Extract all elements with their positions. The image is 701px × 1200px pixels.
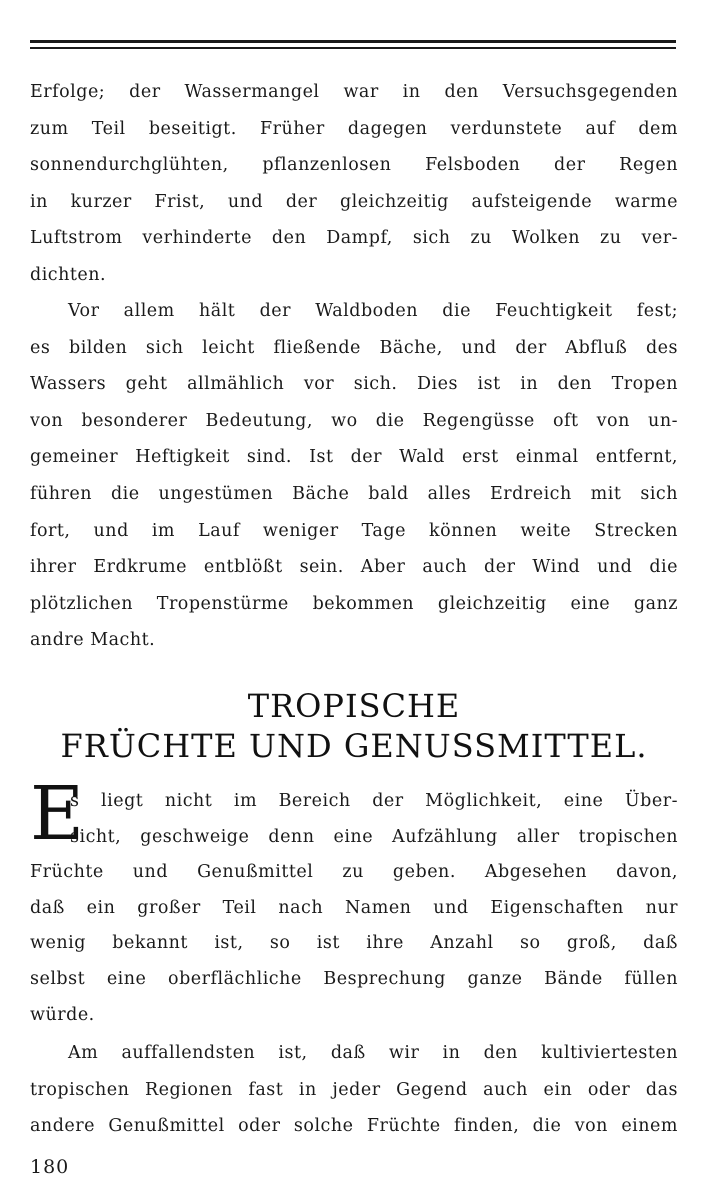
drop-cap: E [30, 771, 85, 857]
text-line: Wassers geht allmählich vor sich. Dies ist in den Tropen [30, 374, 678, 395]
text-line: selbst eine oberflächliche Besprechung ganze Bände füllen [30, 968, 678, 989]
text-line: es bilden sich leicht fließende Bäche, und der Abfluß des [30, 337, 678, 358]
text-line: fort, und im Lauf weniger Tage können weite Strecken [30, 520, 678, 541]
text-line: Am auffallendsten ist, daß wir in den kultiviertesten [68, 1043, 678, 1063]
text-line: Luftstrom verhinderte den Dampf, sich zu Wolken zu ver- [30, 228, 678, 249]
paragraph-2 [30, 293, 678, 659]
text-line: andre Macht. [30, 630, 156, 651]
text-line: in kurzer Frist, und der gleichzeitig aufsteigende warme [30, 191, 678, 212]
text-line: dichten. [30, 264, 107, 285]
text-line: Vor allem hält der Waldboden die Feuchtigkeit fest; [68, 301, 678, 321]
text-line: ihrer Erdkrume entblößt sein. Aber auch der Wind und die [30, 557, 678, 578]
text-line: Früchte und Genußmittel zu geben. Abgesehen davon, [30, 862, 678, 883]
paragraph-4 [30, 1035, 678, 1145]
text-line: Erfolge; der Wassermangel war in den Versuchsgegenden [30, 82, 678, 102]
text-line: s liegt nicht im Bereich der Möglichkeit, eine Über- [70, 791, 678, 811]
text-line: tropischen Regionen fast in jeder Gegend auch ein oder das [30, 1079, 678, 1100]
text-line: wenig bekannt ist, so ist ihre Anzahl so groß, daß [30, 933, 678, 954]
text-line: sicht, geschweige denn eine Aufzählung aller tropischen [70, 826, 678, 847]
text-line: gemeiner Heftigkeit sind. Ist der Wald erst einmal entfernt, [30, 447, 678, 468]
page-number: 180 [30, 1156, 70, 1178]
header-rule-thick [30, 40, 676, 43]
text-line: zum Teil beseitigt. Früher dagegen verdunstete auf dem [30, 118, 678, 139]
paragraph-1 [30, 74, 678, 294]
text-line: von besonderer Bedeutung, wo die Regengüsse oft von un- [30, 410, 678, 431]
text-line: würde. [30, 1004, 95, 1025]
text-line: daß ein großer Teil nach Namen und Eigenschaften nur [30, 897, 678, 918]
paragraph-3 [30, 771, 678, 1033]
text-line: plötzlichen Tropenstürme bekommen gleichzeitig eine ganz [30, 593, 678, 614]
section-heading-line-2: FRÜCHTE UND GENUSSMITTEL. [60, 727, 648, 765]
header-rule-thin [30, 47, 676, 49]
section-heading-line-1: TROPISCHE [247, 687, 461, 725]
text-line: andere Genußmittel oder solche Früchte finden, die von einem [30, 1116, 678, 1137]
text-line: sonnendurchglühten, pflanzenlosen Felsboden der Regen [30, 155, 678, 176]
text-line: führen die ungestümen Bäche bald alles Erdreich mit sich [30, 483, 678, 504]
